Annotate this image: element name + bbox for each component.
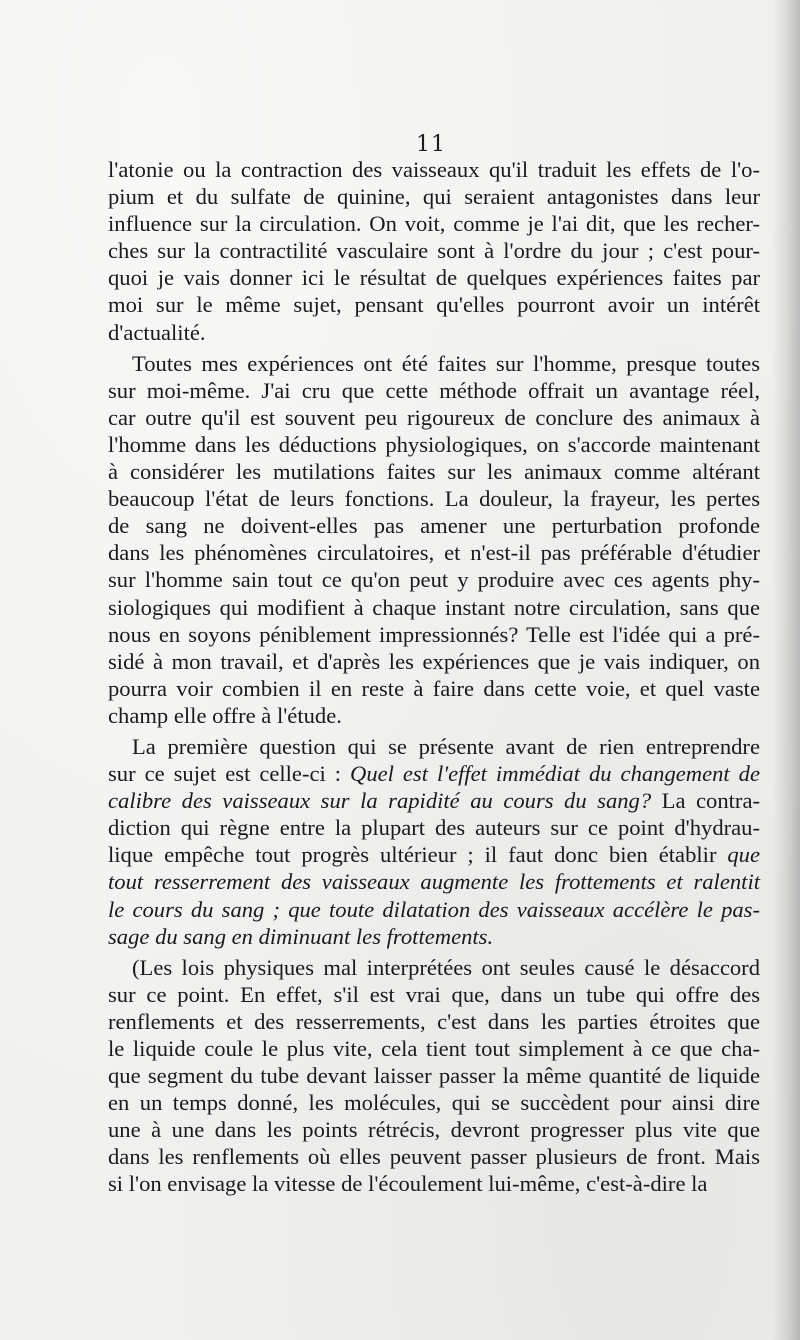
text-segment: sur ce sujet est celle-ci :: [108, 761, 350, 787]
text-line: [108, 458, 760, 485]
text-segment: renflements et des resserrements, c'est dans les parties étroites que: [108, 1008, 760, 1034]
text-line: [108, 1089, 760, 1116]
text-line: [108, 377, 760, 404]
text-line: [108, 183, 760, 210]
text-segment: La première question qui se présente avant de rien entreprendre: [132, 733, 760, 759]
text-line: [108, 431, 760, 458]
italic-text: calibre des vaisseaux sur la rapidité au cours du sang?: [108, 788, 652, 814]
text-line: [108, 648, 760, 675]
text-segment: diction qui règne entre la plupart des auteurs sur ce point d'hydrau-: [108, 815, 760, 841]
italic-text: tout resserrement des vaisseaux augmente les frottements et ralentit: [108, 869, 760, 895]
text-line: [108, 512, 760, 539]
paragraph: [108, 350, 760, 729]
text-line: [108, 319, 760, 346]
text-line: [108, 237, 760, 264]
text-line: [108, 350, 760, 377]
text-segment: en un temps donné, les molécules, qui se succèdent pour ainsi dire: [108, 1090, 760, 1116]
text-line: [108, 485, 760, 512]
text-line: [108, 1170, 760, 1197]
text-segment: sur ce point. En effet, s'il est vrai que, dans un tube qui offre des: [108, 981, 760, 1007]
text-segment: pium et du sulfate de quinine, qui seraient antagonistes dans leur: [108, 184, 760, 210]
text-line: [108, 787, 760, 814]
text-line: [108, 156, 760, 183]
text-segment: à considérer les mutilations faites sur les animaux comme altérant: [108, 459, 760, 485]
paragraph: [108, 156, 760, 346]
text-segment: car outre qu'il est souvent peu rigoureux de conclure des animaux à: [108, 404, 760, 430]
text-segment: dans les renflements où elles peuvent passer plusieurs de front. Mais: [108, 1144, 760, 1170]
text-line: [108, 923, 760, 950]
text-segment: champ elle offre à l'étude.: [108, 702, 342, 728]
italic-text: le cours du sang ; que toute dilatation des vaisseaux accélère le pas-: [108, 896, 760, 922]
text-line: [108, 1143, 760, 1170]
text-line: [108, 841, 760, 868]
text-line: [108, 594, 760, 621]
text-line: [108, 264, 760, 291]
text-line: [108, 981, 760, 1008]
text-segment: une à une dans les points rétrécis, devront progresser plus vite que: [108, 1117, 760, 1143]
text-segment: lique empêche tout progrès ultérieur ; il faut donc bien établir: [108, 842, 728, 868]
page-edge-shadow: [772, 0, 800, 1340]
text-segment: moi sur le même sujet, pensant qu'elles pourront avoir un intérêt: [108, 292, 760, 318]
text-segment: le liquide coule le plus vite, cela tient tout simplement à ce que cha-: [108, 1036, 760, 1061]
text-segment: de sang ne doivent-elles pas amener une perturbation profonde: [108, 513, 760, 539]
text-segment: quoi je vais donner ici le résultat de quelques expériences faites par: [108, 265, 760, 291]
text-line: [108, 868, 760, 895]
text-segment: nous en soyons péniblement impressionnés? Telle est l'idée qui a pré-: [108, 621, 760, 647]
text-line: [108, 814, 760, 841]
italic-text: Quel est l'effet immédiat du changement de: [350, 761, 760, 787]
text-line: [108, 404, 760, 431]
text-line: [108, 539, 760, 566]
body-text: [108, 156, 760, 1198]
text-segment: influence sur la circulation. On voit, comme je l'ai dit, que les recher-: [108, 211, 760, 237]
text-segment: beaucoup l'état de leurs fonctions. La douleur, la frayeur, les pertes: [108, 486, 760, 512]
text-line: [108, 954, 760, 981]
text-segment: La contra-: [651, 788, 760, 814]
text-segment: (Les lois physiques mal interprétées ont seules causé le désaccord: [132, 954, 760, 980]
text-segment: si l'on envisage la vitesse de l'écoulement lui-même, c'est-à-dire la: [108, 1171, 708, 1197]
text-segment: l'homme dans les déductions physiologiques, on s'accorde maintenant: [108, 431, 760, 457]
text-segment: pourra voir combien il en reste à faire dans cette voie, et quel vaste: [108, 675, 760, 701]
text-line: [108, 760, 760, 787]
text-line: [108, 621, 760, 648]
text-segment: siologiques qui modifient à chaque instant notre circulation, sans que: [108, 594, 760, 620]
italic-text: que: [727, 842, 760, 868]
text-line: [108, 566, 760, 593]
text-line: [108, 1035, 760, 1062]
text-line: [108, 1062, 760, 1089]
text-line: [108, 1116, 760, 1143]
text-segment: sur moi-même. J'ai cru que cette méthode offrait un avantage réel,: [108, 377, 760, 403]
text-segment: dans les phénomènes circulatoires, et n'est-il pas préférable d'étudier: [108, 540, 760, 566]
text-segment: que segment du tube devant laisser passer la même quantité de liquide: [108, 1063, 760, 1089]
paragraph: [108, 733, 760, 950]
text-segment: Toutes mes expériences ont été faites sur l'homme, presque toutes: [132, 350, 760, 376]
text-segment: d'actualité.: [108, 319, 206, 345]
italic-text: sage du sang en diminuant les frottements.: [108, 923, 494, 949]
text-segment: sur l'homme sain tout ce qu'on peut y produire avec ces agents phy-: [108, 567, 760, 593]
text-segment: ches sur la contractilité vasculaire sont à l'ordre du jour ; c'est pour-: [108, 238, 760, 264]
text-line: [108, 291, 760, 318]
text-line: [108, 896, 760, 923]
text-line: [108, 702, 760, 729]
page-number: 11: [416, 132, 446, 157]
text-line: [108, 210, 760, 237]
text-line: [108, 1008, 760, 1035]
text-line: [108, 675, 760, 702]
text-segment: sidé à mon travail, et d'après les expériences que je vais indiquer, on: [108, 648, 760, 674]
text-segment: l'atonie ou la contraction des vaisseaux qu'il traduit les effets de l'o-: [108, 157, 760, 182]
text-line: [108, 733, 760, 760]
paragraph: [108, 954, 760, 1198]
